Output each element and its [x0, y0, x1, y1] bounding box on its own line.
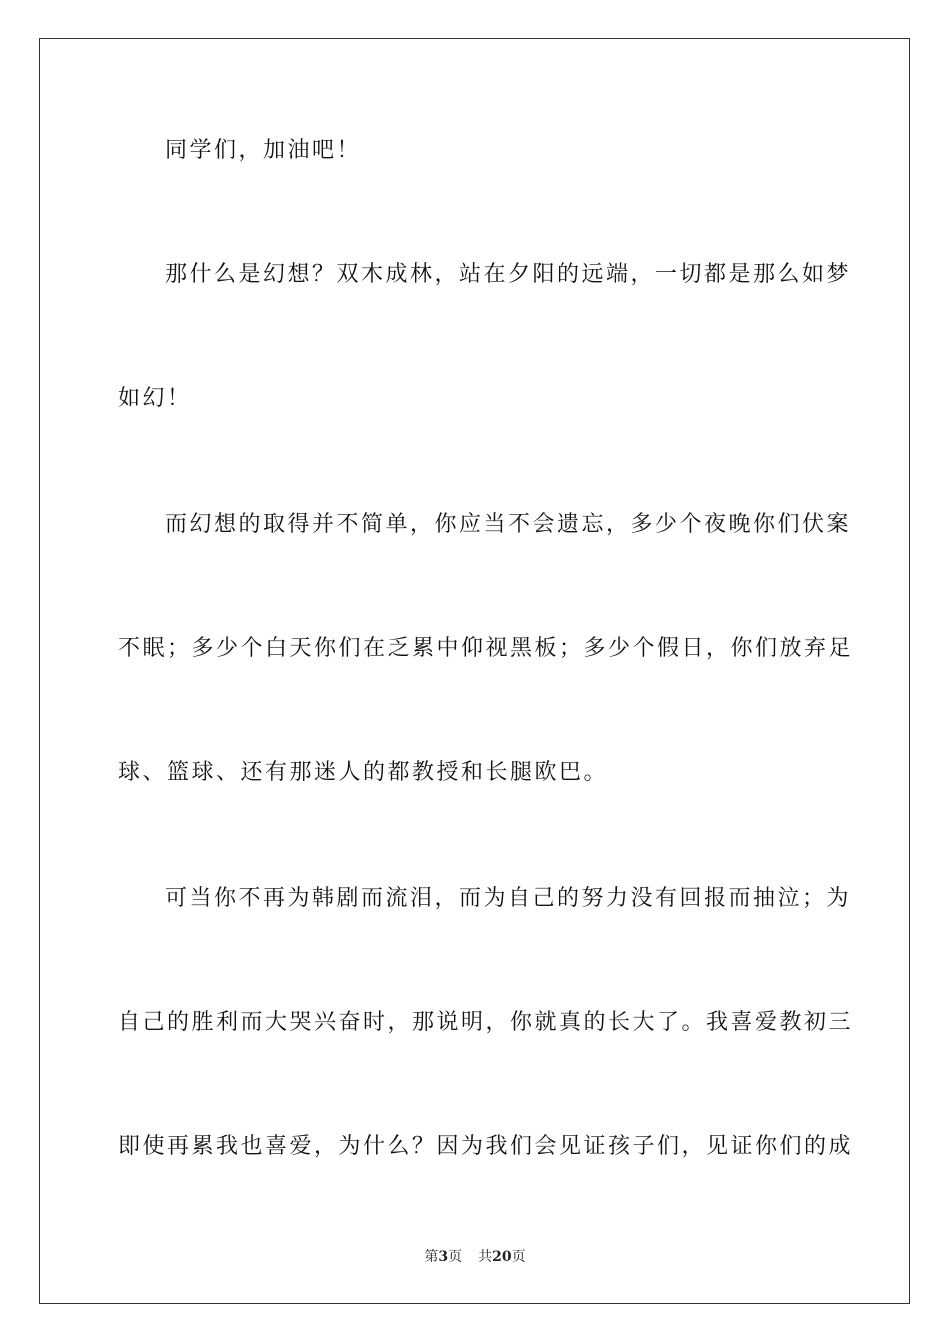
page-footer [0, 1248, 950, 1266]
total-pages: 20 [492, 1249, 512, 1265]
page-number: 3 [438, 1249, 449, 1265]
paragraph-line: 即使再累我也喜爱，为什么？因为我们会见证孩子们，见证你们的成 [118, 1134, 854, 1159]
paragraph-line: 可当你不再为韩剧而流泪，而为自己的努力没有回报而抽泣；为 [165, 886, 852, 911]
paragraph-line: 自己的胜利而大哭兴奋时，那说明，你就真的长大了。我喜爱教初三 [118, 1010, 854, 1035]
paragraph-line: 那什么是幻想？双木成林，站在夕阳的远端，一切都是那么如梦 [165, 262, 852, 287]
paragraph-line: 不眠；多少个白天你们在乏累中仰视黑板；多少个假日，你们放弃足 [118, 636, 854, 661]
paragraph-line: 如幻！ [118, 386, 192, 411]
paragraph-line: 而幻想的取得并不简单，你应当不会遗忘，多少个夜晚你们伏案 [165, 512, 852, 537]
total-prefix: 共 [478, 1249, 493, 1265]
paragraph-line: 球、篮球、还有那迷人的都教授和长腿欧巴。 [118, 760, 609, 785]
total-suffix: 页 [511, 1249, 526, 1265]
page-border [39, 38, 910, 1304]
page-prefix: 第 [424, 1249, 439, 1265]
page-suffix: 页 [448, 1249, 463, 1265]
paragraph-line: 同学们，加油吧！ [165, 138, 362, 163]
